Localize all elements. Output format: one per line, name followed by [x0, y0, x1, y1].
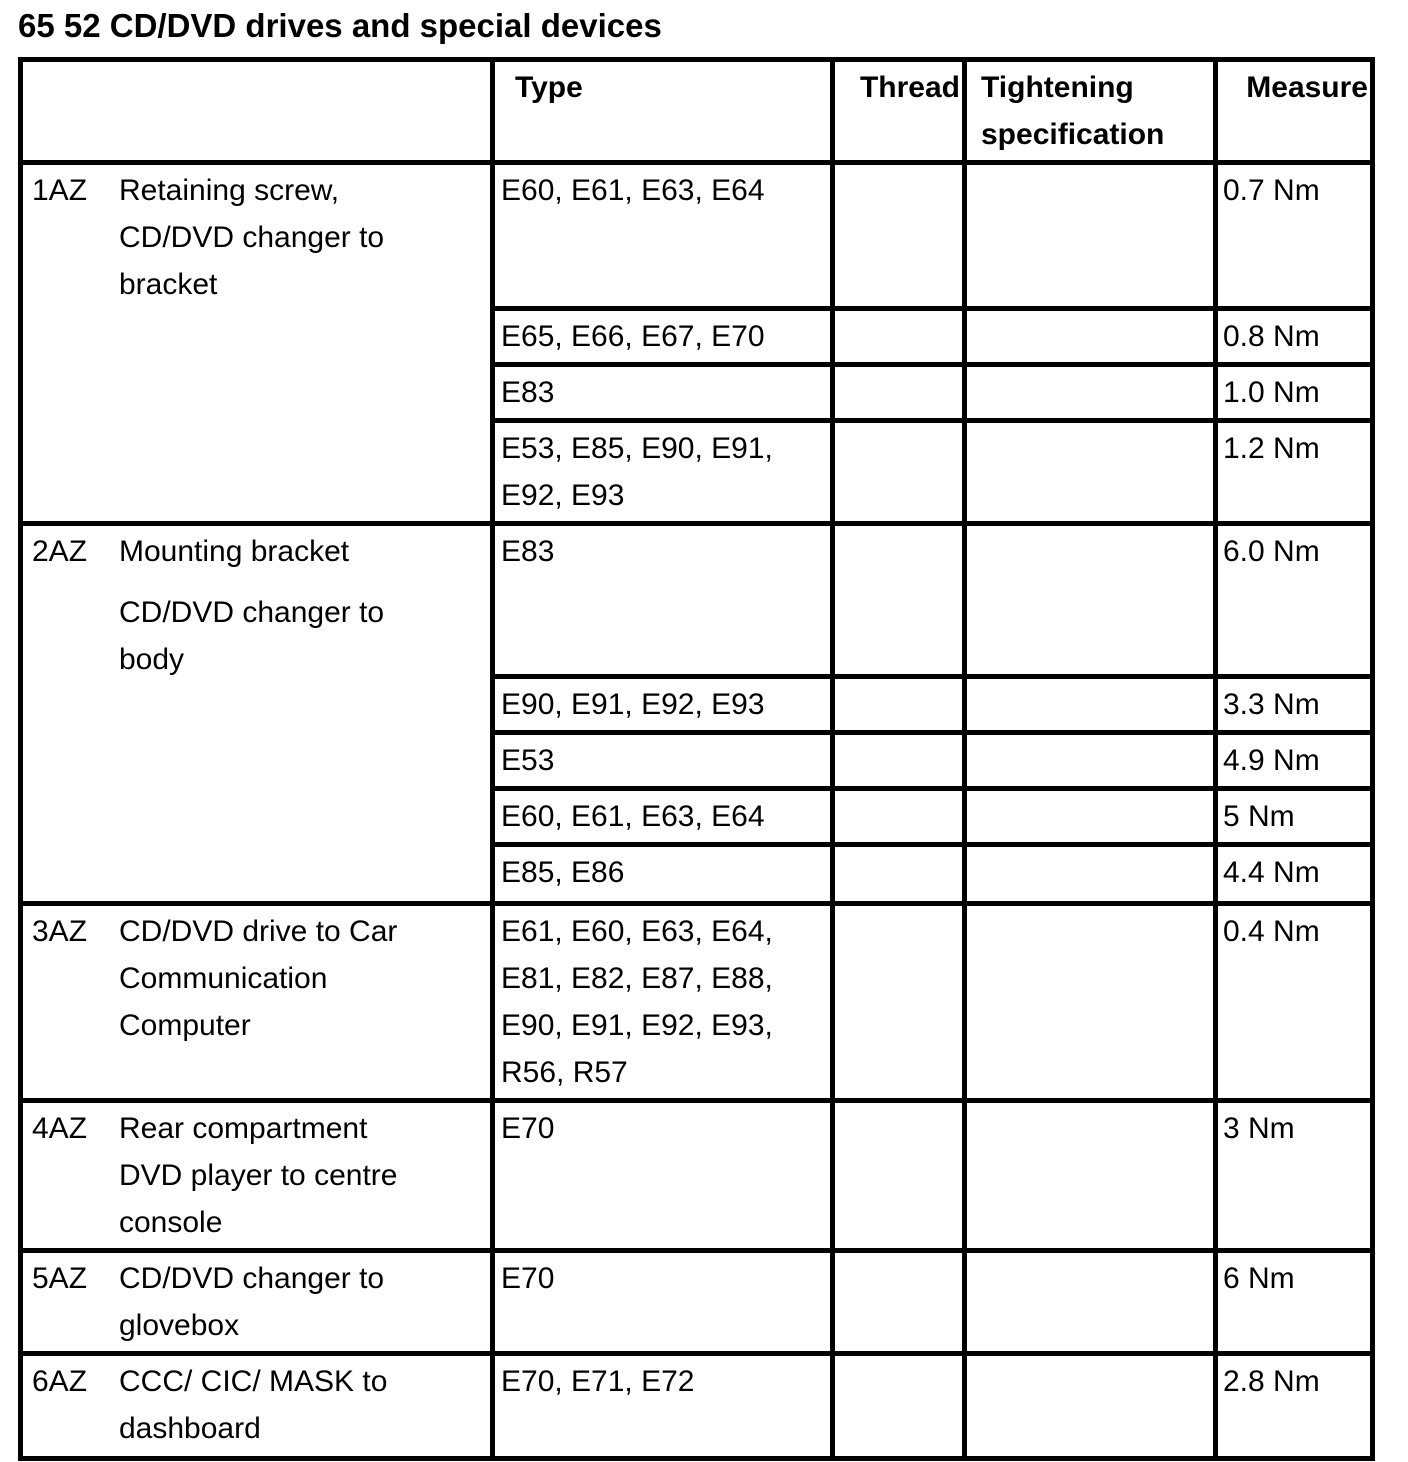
table-row — [21, 524, 1373, 677]
type-cell: E60, E61, E63, E64 — [493, 163, 833, 309]
header-row — [21, 60, 1373, 163]
measure-cell: 0.7 Nm — [1216, 163, 1373, 309]
az-label-cell — [21, 1101, 493, 1251]
az-description: Rear compartment DVD player to centre console — [119, 1112, 398, 1239]
az-label-cell — [21, 1354, 493, 1459]
type-cell: E90, E91, E92, E93 — [493, 677, 833, 733]
table-row — [21, 163, 1373, 309]
type-cell: E70 — [493, 1251, 833, 1354]
type-cell: E85, E86 — [493, 845, 833, 904]
tightening-cell — [965, 845, 1216, 904]
measure-cell: 0.8 Nm — [1216, 309, 1373, 365]
type-cell: E70 — [493, 1101, 833, 1251]
tightening-cell — [965, 904, 1216, 1101]
measure-cell: 1.2 Nm — [1216, 421, 1373, 524]
header-type-cell: Type — [493, 60, 833, 163]
type-cell: E60, E61, E63, E64 — [493, 789, 833, 845]
az-description: CD/DVD changer to glovebox — [119, 1262, 385, 1342]
thread-cell — [833, 365, 965, 421]
measure-cell: 4.4 Nm — [1216, 845, 1373, 904]
az-code: 4AZ — [32, 1112, 88, 1145]
thread-cell — [833, 789, 965, 845]
thread-cell — [833, 1101, 965, 1251]
thread-cell — [833, 845, 965, 904]
header-label-cell — [21, 60, 493, 163]
tightening-cell — [965, 733, 1216, 789]
table-row — [21, 904, 1373, 1101]
measure-cell: 2.8 Nm — [1216, 1354, 1373, 1459]
tightening-cell — [965, 1101, 1216, 1251]
measure-cell: 3 Nm — [1216, 1101, 1373, 1251]
torque-spec-table — [18, 57, 1375, 1461]
az-code: 6AZ — [32, 1365, 88, 1398]
header-measure-cell: Measure — [1216, 60, 1373, 163]
tightening-cell — [965, 677, 1216, 733]
type-cell: E83 — [493, 365, 833, 421]
table-body — [21, 163, 1373, 1459]
measure-cell: 6 Nm — [1216, 1251, 1373, 1354]
header-thread-cell: Thread — [833, 60, 965, 163]
type-cell: E65, E66, E67, E70 — [493, 309, 833, 365]
thread-cell — [833, 421, 965, 524]
az-label-cell — [21, 904, 493, 1101]
az-description: Retaining screw, CD/DVD changer to bracket — [119, 174, 385, 301]
measure-cell: 1.0 Nm — [1216, 365, 1373, 421]
az-code: 1AZ — [32, 174, 88, 207]
tightening-cell — [965, 163, 1216, 309]
measure-cell: 4.9 Nm — [1216, 733, 1373, 789]
tightening-cell — [965, 789, 1216, 845]
thread-cell — [833, 1251, 965, 1354]
table-header — [21, 60, 1373, 163]
header-tightening-cell: Tightening specification — [965, 60, 1216, 163]
az-code: 5AZ — [32, 1262, 88, 1295]
tightening-cell — [965, 309, 1216, 365]
type-cell: E53, E85, E90, E91, E92, E93 — [493, 421, 833, 524]
az-description: CCC/ CIC/ MASK to dashboard — [119, 1365, 388, 1445]
thread-cell — [833, 309, 965, 365]
az-description: CD/DVD drive to Car Communication Computer — [119, 915, 398, 1042]
measure-cell: 6.0 Nm — [1216, 524, 1373, 677]
az-label-cell — [21, 163, 493, 524]
az-code: 2AZ — [32, 535, 88, 568]
measure-cell: 3.3 Nm — [1216, 677, 1373, 733]
tightening-cell — [965, 1251, 1216, 1354]
thread-cell — [833, 163, 965, 309]
page-title: 65 52 CD/DVD drives and special devices — [18, 7, 662, 44]
measure-cell: 0.4 Nm — [1216, 904, 1373, 1101]
tightening-cell — [965, 1354, 1216, 1459]
type-cell: E70, E71, E72 — [493, 1354, 833, 1459]
az-description: Mounting bracket CD/DVD changer to body — [119, 535, 385, 676]
az-code: 3AZ — [32, 915, 88, 948]
table-row — [21, 1101, 1373, 1251]
az-label-cell — [21, 524, 493, 904]
tightening-cell — [965, 365, 1216, 421]
tightening-cell — [965, 524, 1216, 677]
thread-cell — [833, 733, 965, 789]
az-label-cell — [21, 1251, 493, 1354]
tightening-cell — [965, 421, 1216, 524]
thread-cell — [833, 677, 965, 733]
thread-cell — [833, 1354, 965, 1459]
type-cell: E61, E60, E63, E64, E81, E82, E87, E88, E90, E91, E92, E93, R56, R57 — [493, 904, 833, 1101]
table-row — [21, 1251, 1373, 1354]
type-cell: E83 — [493, 524, 833, 677]
thread-cell — [833, 524, 965, 677]
table-row — [21, 1354, 1373, 1459]
thread-cell — [833, 904, 965, 1101]
measure-cell: 5 Nm — [1216, 789, 1373, 845]
type-cell: E53 — [493, 733, 833, 789]
